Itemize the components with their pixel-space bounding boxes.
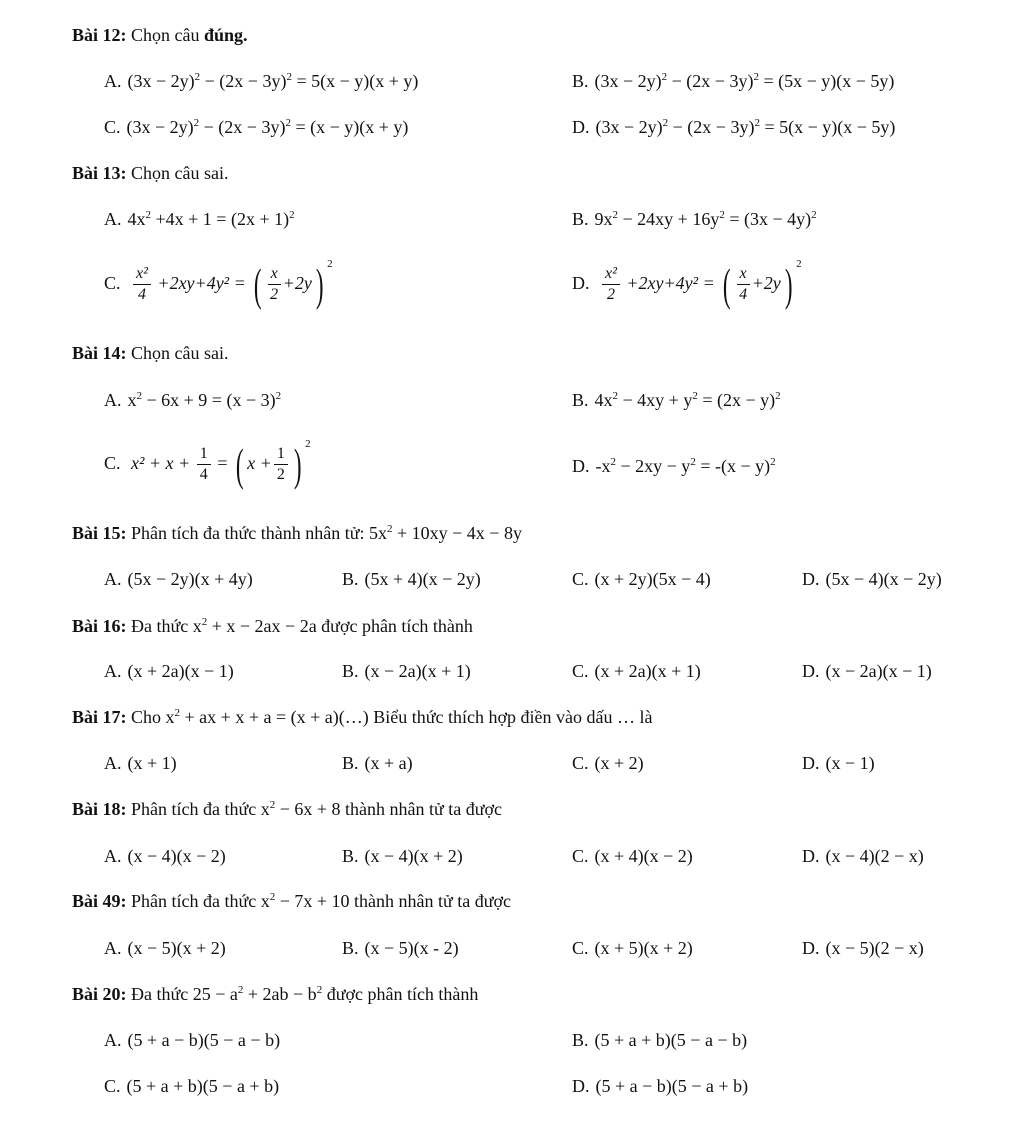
q15-option-c[interactable]: C. (x + 2y)(5x − 4)	[572, 569, 711, 589]
q16-option-b[interactable]: B. (x − 2a)(x + 1)	[342, 661, 471, 681]
q17-option-a[interactable]: A. (x + 1)	[104, 753, 177, 773]
question-13-heading: Bài 13: Chọn câu sai.	[72, 163, 229, 183]
q20-option-d[interactable]: D. (5 + a − b)(5 − a + b)	[572, 1076, 749, 1096]
fraction: $\frac{1}{4}$	[197, 444, 211, 485]
q18-option-c[interactable]: C. (x + 4)(x − 2)	[572, 846, 693, 866]
q13-option-b[interactable]: B. $9x^2 - 24xy + 16y^2 = (3x - 4y)^2$	[572, 209, 817, 229]
q17-option-c[interactable]: C. (x + 2)	[572, 753, 644, 773]
q13-option-c[interactable]: C. $\frac{\text{x²}}{4}$ +2xy+4y² = ( $\frac{x}{2}$ +2y) $^2$	[104, 258, 333, 310]
q15-option-a[interactable]: A. (5x − 2y)(x + 4y)	[104, 569, 253, 589]
question-12-heading: Bài 12: Chọn câu đúng.	[72, 25, 248, 45]
q49-option-c[interactable]: C. (x + 5)(x + 2)	[572, 938, 693, 958]
q13-option-a[interactable]: A. $4x^2 +4x + 1 = (2x + 1)^2$	[104, 209, 295, 229]
q15-option-d[interactable]: D. (5x − 4)(x − 2y)	[802, 569, 942, 589]
q18-option-d[interactable]: D. (x − 4)(2 − x)	[802, 846, 924, 866]
q18-option-b[interactable]: B. (x − 4)(x + 2)	[342, 846, 463, 866]
q14-option-c[interactable]: C. x² + x + $\frac{1}{4}$ = ( x + $\frac{1}{2}$ ) $^2$	[104, 438, 311, 490]
fraction: $\frac{x}{2}$	[268, 264, 281, 305]
q12-option-b[interactable]: B. $(3x - 2y)^2 - (2x - 3y)^2 = (5x - y)(x - 5y)$	[572, 71, 895, 91]
q17-option-d[interactable]: D. (x − 1)	[802, 753, 875, 773]
q20-option-a[interactable]: A. (5 + a − b)(5 − a − b)	[104, 1030, 281, 1050]
question-15-heading: Bài 15: Phân tích đa thức thành nhân tử: $5x^2 + 10xy - 4x - 8y$	[72, 523, 522, 543]
fraction: $\frac{\text{x²}}{2}$	[602, 264, 620, 305]
fraction: $\frac{\text{x²}}{4}$	[133, 264, 151, 305]
q17-option-b[interactable]: B. (x + a)	[342, 753, 413, 773]
question-17-heading: Bài 17: Cho $x^2$ + ax + x + a = (x + a)(…) Biểu thức thích hợp điền vào dấu … là	[72, 707, 653, 727]
q14-option-d[interactable]: D. $-x^2 - 2xy - y^2 = -(x - y)^2$	[572, 456, 776, 476]
question-16-heading: Bài 16: Đa thức $x^2 + x - 2ax - 2a$ được phân tích thành	[72, 616, 473, 636]
q20-option-c[interactable]: C. (5 + a + b)(5 − a + b)	[104, 1076, 280, 1096]
fraction: $\frac{x}{4}$	[737, 264, 750, 305]
q15-option-b[interactable]: B. (5x + 4)(x − 2y)	[342, 569, 481, 589]
fraction: $\frac{1}{2}$	[274, 444, 288, 485]
q49-option-d[interactable]: D. (x − 5)(2 − x)	[802, 938, 924, 958]
q13-option-d[interactable]: D. $\frac{\text{x²}}{2}$ +2xy+4y² = ( $\frac{x}{4}$ +2y) $^2$	[572, 258, 802, 310]
q14-option-a[interactable]: A. $x^2 - 6x + 9 = (x - 3)^2$	[104, 390, 282, 410]
q49-option-a[interactable]: A. (x − 5)(x + 2)	[104, 938, 226, 958]
q16-option-a[interactable]: A. (x + 2a)(x − 1)	[104, 661, 234, 681]
question-14-heading: Bài 14: Chọn câu sai.	[72, 343, 229, 363]
q12-option-c[interactable]: C. $(3x - 2y)^2 - (2x - 3y)^2 = (x - y)(x + y)$	[104, 117, 409, 137]
q18-option-a[interactable]: A. (x − 4)(x − 2)	[104, 846, 226, 866]
q20-option-b[interactable]: B. (5 + a + b)(5 − a − b)	[572, 1030, 748, 1050]
q14-option-b[interactable]: B. $4x^2 - 4xy + y^2 = (2x - y)^2$	[572, 390, 781, 410]
q49-option-b[interactable]: B. (x − 5)(x - 2)	[342, 938, 459, 958]
question-49-heading: Bài 49: Phân tích đa thức $x^2 - 7x + 10$ thành nhân tử ta được	[72, 891, 512, 911]
q16-option-d[interactable]: D. (x − 2a)(x − 1)	[802, 661, 932, 681]
question-20-heading: Bài 20: Đa thức $25 - a^2 + 2ab - b^2$ được phân tích thành	[72, 984, 479, 1004]
question-18-heading: Bài 18: Phân tích đa thức $x^2 - 6x + 8$ thành nhân tử ta được	[72, 799, 503, 819]
q12-option-d[interactable]: D. $(3x - 2y)^2 - (2x - 3y)^2 = 5(x - y)(x - 5y)$	[572, 117, 896, 137]
q16-option-c[interactable]: C. (x + 2a)(x + 1)	[572, 661, 701, 681]
q12-option-a[interactable]: A. $(3x - 2y)^2 - (2x - 3y)^2 = 5(x - y)(x + y)$	[104, 71, 419, 91]
